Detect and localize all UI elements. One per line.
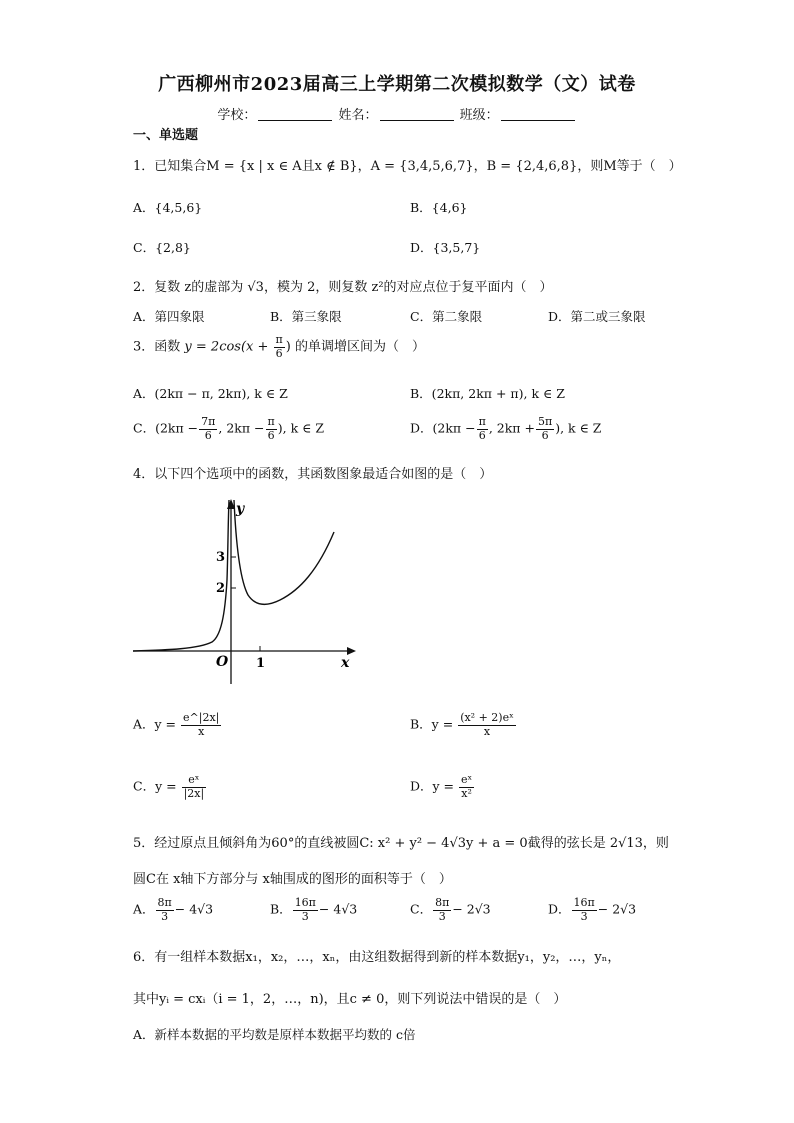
q2-text: 2．复数 z的虚部为 √3，模为 2，则复数 z²的对应点位于复平面内（ ） [133,280,553,295]
curve-left-branch [133,500,229,651]
q4-text: 4．以下四个选项中的函数，其函数图象最适合如图的是（ ） [133,467,493,482]
q4-option-b: B．y = $\frac{\text{(x² + 2)eˣ}}{x}$ [410,711,514,738]
q4-function-graph [128,490,368,690]
school-label: 学校： [217,108,257,123]
q3-fraction: $\frac{\pi}{6}$ [275,333,283,360]
q2-option-c: C．第二象限 [410,309,483,324]
q3-option-a: A．(2kπ − π, 2kπ), k ∈ Z [133,386,288,401]
section-heading: 一、单选题 [133,128,199,143]
tick-label-2: 2 [216,581,226,596]
q6-option-a: A．新样本数据的平均数是原样本数据平均数的 c倍 [133,1027,416,1042]
x-axis-arrow [347,647,356,655]
y-axis-label: y [236,501,245,517]
class-label: 班级： [459,108,499,123]
q1-option-a: A．{4,5,6} [133,200,203,215]
name-label: 姓名： [338,108,378,123]
name-blank [380,108,454,121]
q1-option-c: C．{2,8} [133,240,191,255]
q4-option-a: A．y = $\frac{e\^{}|2x|}{x}$ [133,711,220,738]
q5-line1: 5．经过原点且倾斜角为60°的直线被圆C: x² + y² − 4√3y + a = 0截得的弦长是 2√13，则 [133,836,669,851]
q3-option-b: B．(2kπ, 2kπ + π), k ∈ Z [410,386,565,401]
student-info-line [0,104,794,123]
x-axis-label: x [341,655,350,671]
q3-option-d: D．(2kπ − $\frac{\pi}{6}$ , 2kπ + $\frac{5\pi}{6}$ ), k ∈ Z [410,415,602,442]
q5-option-b: B． $\frac{16\pi}{3}$ − 4√3 [270,896,358,923]
q1-text: 1．已知集合M = {x | x ∈ A且x ∉ B}，A = {3,4,5,6,7}，B = {2,4,6,8}，则M等于（ ） [133,159,682,174]
curve-right-branch [234,500,334,604]
q5-line2: 圆C在 x轴下方部分与 x轴围成的图形的面积等于（ ） [133,872,452,887]
q3-option-c: C．(2kπ − $\frac{7\pi}{6}$ , 2kπ − $\frac{\pi}{6}$ ), k ∈ Z [133,415,325,442]
tick-label-1: 1 [256,656,266,671]
q2-option-d: D．第二或三象限 [548,309,646,324]
q6-line1: 6．有一组样本数据x₁，x₂，…，xₙ，由这组数据得到新的样本数据y₁，y₂，…，yₙ， [133,950,621,965]
q5-option-c: C． $\frac{8\pi}{3}$ − 2√3 [410,896,491,923]
q2-option-b: B．第三象限 [270,309,342,324]
q5-option-d: D． $\frac{16\pi}{3}$ − 2√3 [548,896,637,923]
q5-option-a: A． $\frac{8\pi}{3}$ − 4√3 [133,896,214,923]
q6-line2: 其中yᵢ = cxᵢ（i = 1，2，…，n)，且c ≠ 0，则下列说法中错误的是（ ） [133,992,567,1007]
q1-option-b: B．{4,6} [410,200,468,215]
origin-label: O [216,654,229,670]
q4-option-c: C．y = $\frac{\text{eˣ}}{|2x|}$ [133,773,205,800]
tick-label-3: 3 [216,550,226,565]
class-blank [501,108,575,121]
exam-title: 广西柳州市2023届高三上学期第二次模拟数学（文）试卷 [158,74,636,95]
school-blank [258,108,332,121]
q2-option-a: A．第四象限 [133,309,205,324]
q1-option-d: D．{3,5,7} [410,240,481,255]
q3-text: 3．函数 y = 2cos(x + $\frac{\pi}{6}$ ) 的单调增区间为（ ） [133,333,426,360]
q4-option-d: D．y = $\frac{\text{eˣ}}{\text{x²}}$ [410,773,473,800]
